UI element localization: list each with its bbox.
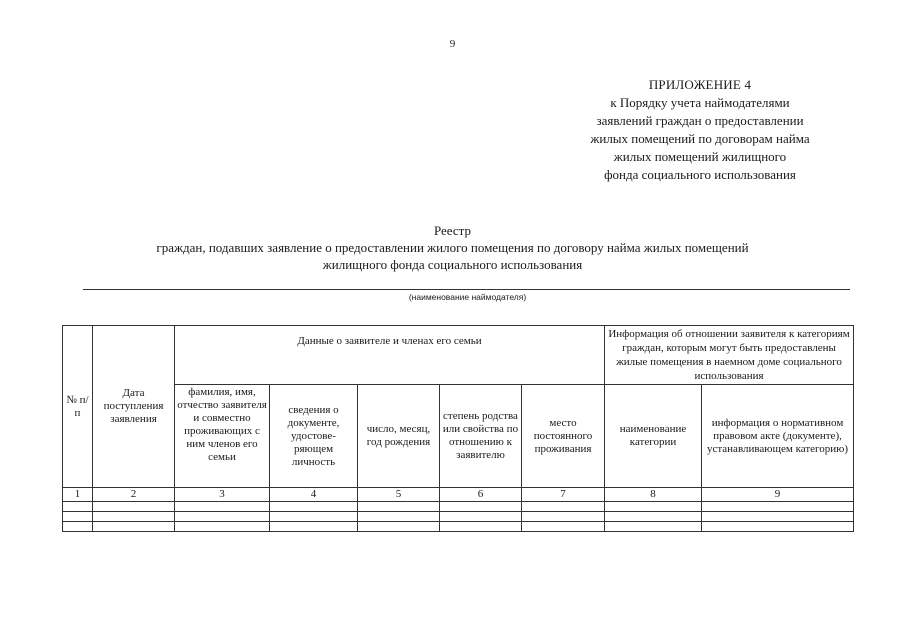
table-cell bbox=[175, 522, 270, 532]
column-number: 7 bbox=[522, 488, 605, 502]
header-residence: место постоянного проживания bbox=[522, 385, 605, 488]
table-cell bbox=[63, 502, 93, 512]
table-row bbox=[63, 512, 854, 522]
table-cell bbox=[175, 512, 270, 522]
column-number: 5 bbox=[358, 488, 440, 502]
table-cell bbox=[270, 512, 358, 522]
column-number: 4 bbox=[270, 488, 358, 502]
table-cell bbox=[175, 502, 270, 512]
table-cell bbox=[358, 512, 440, 522]
heading-title: Реестр bbox=[433, 223, 472, 238]
header-group-category: Информация об отношении заявителя к категориям граждан, которым могут быть предоставлены жилые помещения в наемном доме социального использования bbox=[605, 326, 854, 385]
landlord-caption: (наименование наймодателя) bbox=[408, 292, 527, 302]
table-cell bbox=[358, 522, 440, 532]
column-number: 3 bbox=[175, 488, 270, 502]
header-category-act: информация о нормативном правовом акте (документе), устанавливающем категорию) bbox=[702, 385, 854, 488]
table-cell bbox=[270, 522, 358, 532]
heading-line: жилищного фонда социального использования bbox=[322, 257, 583, 272]
table-row bbox=[63, 502, 854, 512]
column-number: 2 bbox=[93, 488, 175, 502]
table-cell bbox=[270, 502, 358, 512]
column-number: 1 bbox=[63, 488, 93, 502]
appendix-line: фонда социального использования bbox=[604, 167, 796, 182]
table-cell bbox=[605, 502, 702, 512]
header-number: № п/п bbox=[63, 326, 93, 488]
table-cell bbox=[93, 512, 175, 522]
header-birth: число, месяц, год рождения bbox=[358, 385, 440, 488]
landlord-name-line bbox=[83, 289, 850, 290]
table-cell bbox=[702, 522, 854, 532]
appendix-title: ПРИЛОЖЕНИЕ 4 bbox=[648, 77, 752, 92]
table-cell bbox=[358, 502, 440, 512]
header-fio: фамилия, имя, отчество заявителя и совместно проживающих с ним членов его семьи bbox=[175, 385, 270, 488]
header-kinship: степень родства или свойства по отношению к заявителю bbox=[440, 385, 522, 488]
header-document: сведения о документе, удостове-ряющем личность bbox=[270, 385, 358, 488]
column-number: 6 bbox=[440, 488, 522, 502]
column-number: 9 bbox=[702, 488, 854, 502]
header-category-name: наименование категории bbox=[605, 385, 702, 488]
column-number: 8 bbox=[605, 488, 702, 502]
appendix-line: заявлений граждан о предоставлении bbox=[596, 113, 804, 128]
appendix-line: к Порядку учета наймодателями bbox=[610, 95, 790, 110]
appendix-line: жилых помещений по договорам найма bbox=[590, 131, 810, 146]
registry-table bbox=[62, 325, 854, 532]
document-heading bbox=[0, 222, 905, 273]
table-cell bbox=[440, 522, 522, 532]
table-cell bbox=[522, 512, 605, 522]
appendix-line: жилых помещений жилищного bbox=[613, 149, 787, 164]
table-cell bbox=[63, 522, 93, 532]
heading-line: граждан, подавших заявление о предоставлении жилого помещения по договору найма жилых помещений bbox=[156, 240, 749, 255]
table-cell bbox=[702, 512, 854, 522]
page-number: 9 bbox=[449, 38, 456, 50]
table-cell bbox=[605, 522, 702, 532]
header-group-applicant: Данные о заявителе и членах его семьи bbox=[175, 326, 605, 385]
table-cell bbox=[605, 512, 702, 522]
table-cell bbox=[522, 502, 605, 512]
table-cell bbox=[93, 502, 175, 512]
table-cell bbox=[440, 512, 522, 522]
table-cell bbox=[93, 522, 175, 532]
table-cell bbox=[63, 512, 93, 522]
table-cell bbox=[440, 502, 522, 512]
table-cell bbox=[522, 522, 605, 532]
table-row bbox=[63, 522, 854, 532]
header-date: Дата поступления заявления bbox=[93, 326, 175, 488]
appendix-block bbox=[550, 76, 850, 184]
table-cell bbox=[702, 502, 854, 512]
